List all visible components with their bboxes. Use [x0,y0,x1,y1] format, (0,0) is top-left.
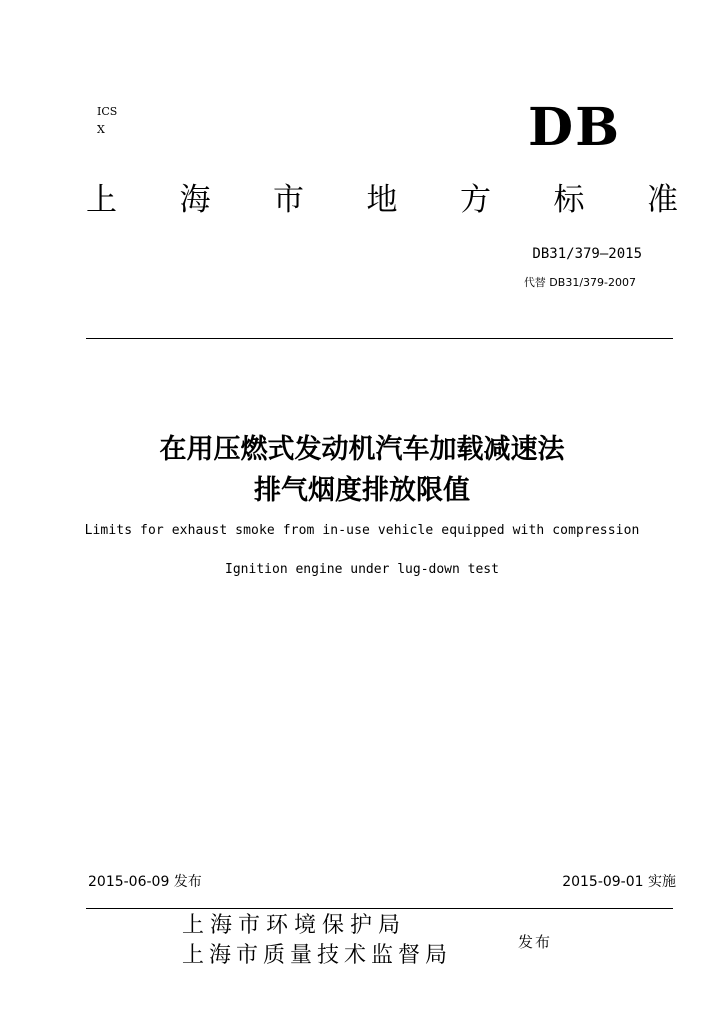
standard-type-char: 上 [86,182,117,218]
standard-type-char: 准 [647,182,678,218]
ics-label: ICS [97,105,118,118]
standard-type-title [86,180,678,220]
title-line-1: 在用压燃式发动机汽车加载减速法 [159,434,565,465]
publish-date: 2015-06-09 发布 [88,874,202,890]
issuer-environment-bureau: 上海市环境保护局 [182,913,407,938]
standard-type-char: 方 [460,182,491,218]
implement-date: 2015-09-01 实施 [562,874,676,890]
standard-type-char: 海 [179,182,211,218]
db-mark: DB [528,97,622,158]
bottom-divider [86,908,673,909]
english-title-line-1: Limits for exhaust smoke from in-use vehicle equipped with compression [84,523,640,538]
title-line-2: 排气烟度排放限值 [254,475,470,506]
standard-type-char: 地 [366,182,398,218]
standard-code: DB31/379—2015 [532,246,642,262]
top-divider [86,338,673,339]
issuer-quality-bureau: 上海市质量技术监督局 [182,943,453,968]
replaces-code: 代替 DB31/379-2007 [523,276,636,289]
standard-type-char: 标 [553,182,585,218]
standard-type-char: 市 [273,182,304,218]
ics-number: X [97,123,105,136]
issued-label: 发布 [518,933,553,951]
english-title-line-2: Ignition engine under lug-down test [225,562,499,577]
